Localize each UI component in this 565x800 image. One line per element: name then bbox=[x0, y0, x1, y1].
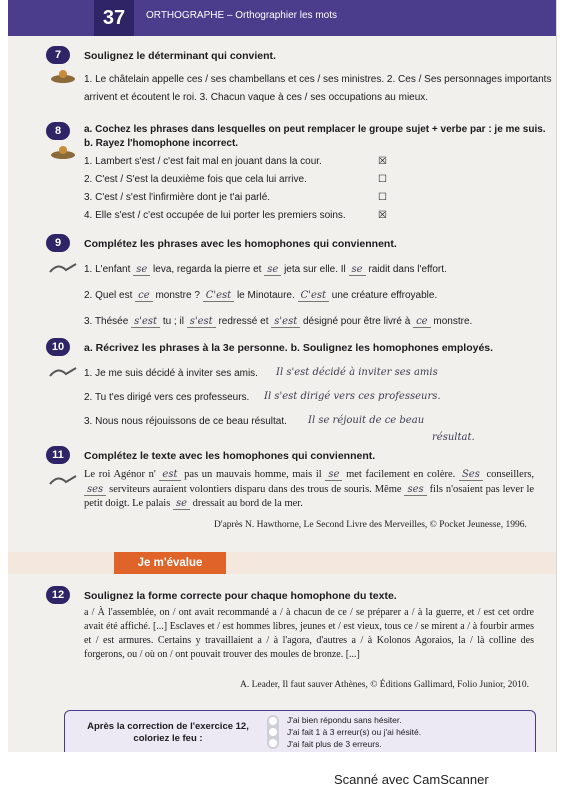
sentence-line: 1. Le châtelain appelle ces / ses chambellans et ces / ses ministres. 2. Ces / Ses personnages importants bbox=[84, 74, 552, 85]
filled-answer[interactable]: s'est bbox=[131, 316, 160, 328]
self-assessment-options bbox=[287, 714, 421, 750]
list-item: 2. C'est / S'est la deuxième fois que cela lui arrive. bbox=[84, 174, 307, 185]
checkbox[interactable]: ☐ bbox=[378, 192, 387, 203]
fill-line-1 bbox=[84, 264, 447, 275]
sentence: 3. Nous nous réjouissons de ce beau résultat. bbox=[84, 416, 287, 427]
light-orange[interactable] bbox=[269, 728, 277, 736]
exercise-number: 7 bbox=[46, 46, 70, 64]
hand-pen-icon bbox=[48, 260, 78, 276]
filled-answer[interactable]: C'est bbox=[298, 290, 329, 302]
sentence: 2. Tu t'es dirigé vers ces professeurs. bbox=[84, 392, 250, 403]
written-answer-continued[interactable]: résultat. bbox=[432, 432, 475, 443]
text-part: conseillers, bbox=[486, 469, 535, 480]
text-part: redressé et bbox=[218, 316, 269, 327]
text-part: leva, regarda la pierre et bbox=[153, 264, 262, 275]
fill-line-3 bbox=[84, 316, 472, 327]
text-part: Même bbox=[374, 483, 402, 495]
sentence: 1. Je me suis décidé à inviter ses amis. bbox=[84, 368, 258, 379]
exercise-number: 8 bbox=[46, 122, 70, 140]
text-paragraph bbox=[84, 468, 534, 512]
exercise-number: 10 bbox=[46, 338, 70, 356]
self-assessment-box bbox=[64, 710, 536, 752]
exercise-number: 9 bbox=[46, 234, 70, 252]
text-part: monstre ? bbox=[155, 290, 200, 301]
instruction: Complétez le texte avec les homophones qui conviennent. bbox=[84, 450, 376, 462]
traffic-light-icon bbox=[267, 715, 279, 749]
written-answer[interactable]: Il s'est décidé à inviter ses amis bbox=[276, 367, 438, 378]
checkbox[interactable]: ☒ bbox=[378, 210, 387, 221]
text-part: 3. Thésée bbox=[84, 316, 129, 327]
filled-answer[interactable]: C'est bbox=[203, 290, 234, 302]
filled-answer[interactable]: se bbox=[325, 469, 342, 481]
sentence-line: arrivent et écoutent le roi. 3. Chacun vaque à ces / ses occupations au mieux. bbox=[84, 92, 429, 103]
checkbox[interactable]: ☒ bbox=[378, 156, 387, 167]
light-red[interactable] bbox=[269, 739, 277, 747]
instruction: Complétez les phrases avec les homophones qui conviennent. bbox=[84, 238, 397, 250]
citation: A. Leader, Il faut sauver Athènes, © Éditions Gallimard, Folio Junior, 2010. bbox=[240, 680, 530, 690]
bird-nest-icon bbox=[48, 144, 78, 160]
page-header bbox=[8, 0, 556, 36]
filled-answer[interactable]: Ses bbox=[459, 469, 483, 481]
exercise-number: 11 bbox=[46, 446, 70, 464]
filled-answer[interactable]: se bbox=[173, 498, 190, 510]
written-answer[interactable]: Il se réjouit de ce beau bbox=[308, 415, 425, 426]
instruction: a. Récrivez les phrases à la 3e personne. b. Soulignez les homophones employés. bbox=[84, 342, 494, 354]
text-part: met facilement en colère. bbox=[346, 469, 456, 480]
filled-answer[interactable]: s'est bbox=[187, 316, 216, 328]
hand-pen-icon bbox=[48, 472, 78, 488]
list-item: 4. Elle s'est / c'est occupée de lui porter les premiers soins. bbox=[84, 210, 346, 221]
filled-answer[interactable]: ce bbox=[413, 316, 431, 328]
filled-answer[interactable]: ses bbox=[404, 484, 426, 496]
text-part: désigné pour être livré à bbox=[303, 316, 411, 327]
hand-pen-icon bbox=[48, 364, 78, 380]
text-part: Le roi Agénor n' bbox=[84, 469, 156, 480]
light-green[interactable] bbox=[269, 717, 277, 725]
bird-nest-icon bbox=[48, 68, 78, 84]
text-part: 2. Quel est bbox=[84, 290, 133, 301]
checkbox[interactable]: ☐ bbox=[378, 174, 387, 185]
filled-answer[interactable]: est bbox=[159, 469, 180, 481]
option-green: J'ai bien répondu sans hésiter. bbox=[287, 715, 402, 725]
instruction: Soulignez le déterminant qui convient. bbox=[84, 50, 276, 62]
filled-answer[interactable]: ce bbox=[135, 290, 153, 302]
text-part: fils n'osaient pas lever le petit doigt. Le palais bbox=[84, 483, 535, 509]
page-number: 37 bbox=[94, 0, 134, 36]
workbook-page bbox=[8, 0, 557, 752]
filled-answer[interactable]: se bbox=[264, 264, 281, 276]
text-part: jeta sur elle. Il bbox=[284, 264, 346, 275]
fill-line-2 bbox=[84, 290, 437, 301]
text-part: une créature effroyable. bbox=[331, 290, 438, 301]
written-answer[interactable]: Il s'est dirigé vers ces professeurs. bbox=[264, 391, 441, 402]
instruction-a: a. Cochez les phrases dans lesquelles on peut remplacer le groupe sujet + verbe par : je me suis. bbox=[84, 124, 546, 135]
instruction-b: b. Rayez l'homophone incorrect. bbox=[84, 138, 239, 149]
filled-answer[interactable]: ses bbox=[84, 484, 106, 496]
text-part: tu ; il bbox=[162, 316, 184, 327]
option-orange: J'ai fait 1 à 3 erreur(s) ou j'ai hésité. bbox=[287, 727, 422, 737]
option-red: J'ai fait plus de 3 erreurs. bbox=[287, 739, 382, 749]
instruction: Soulignez la forme correcte pour chaque homophone du texte. bbox=[84, 590, 397, 602]
text-paragraph: a / À l'assemblée, on / ont avait recommandé a / à chacun de ce / se préparer a / à la guerre, et / est cet ordre avait été affiché. [...] Esclaves et / est hommes libres, jeunes et / est vieux, tous ce / se mirent a / à fourbir armes et / est armures. Certains y travaillaient a / à l'agora, d'autres a / à Kolonos Agoraios, la / là colline des forgerons, ou / où on / ont pouvait trouver des moules de bronze. [...] bbox=[84, 607, 534, 660]
filled-answer[interactable]: se bbox=[133, 264, 150, 276]
text-part: le Minotaure. bbox=[236, 290, 295, 301]
filled-answer[interactable]: s'est bbox=[271, 316, 300, 328]
scanner-watermark: Scanné avec CamScanner bbox=[334, 772, 489, 787]
citation: D'après N. Hawthorne, Le Second Livre des Merveilles, © Pocket Jeunesse, 1996. bbox=[214, 520, 527, 530]
list-item: 3. C'est / s'est l'infirmière dont je t'ai parlé. bbox=[84, 192, 271, 203]
exercise-number: 12 bbox=[46, 586, 70, 604]
text-part: serviteurs auraient volontiers disparu dans des trous de souris. bbox=[109, 483, 372, 495]
self-assessment-instruction: Après la correction de l'exercice 12, coloriez le feu : bbox=[87, 721, 249, 744]
list-item: 1. Lambert s'est / c'est fait mal en jouant dans la cour. bbox=[84, 156, 322, 167]
page-title: ORTHOGRAPHE – Orthographier les mots bbox=[146, 10, 337, 21]
self-evaluation-title: Je m'évalue bbox=[114, 552, 226, 574]
text-part: pas un mauvais homme, mais il bbox=[184, 469, 322, 480]
filled-answer[interactable]: se bbox=[349, 264, 366, 276]
text-part: 1. L'enfant bbox=[84, 264, 131, 275]
text-part: raidit dans l'effort. bbox=[368, 264, 447, 275]
text-part: monstre. bbox=[433, 316, 473, 327]
self-evaluation-band bbox=[8, 552, 556, 574]
text-part: dressait au bord de la mer. bbox=[192, 498, 303, 509]
